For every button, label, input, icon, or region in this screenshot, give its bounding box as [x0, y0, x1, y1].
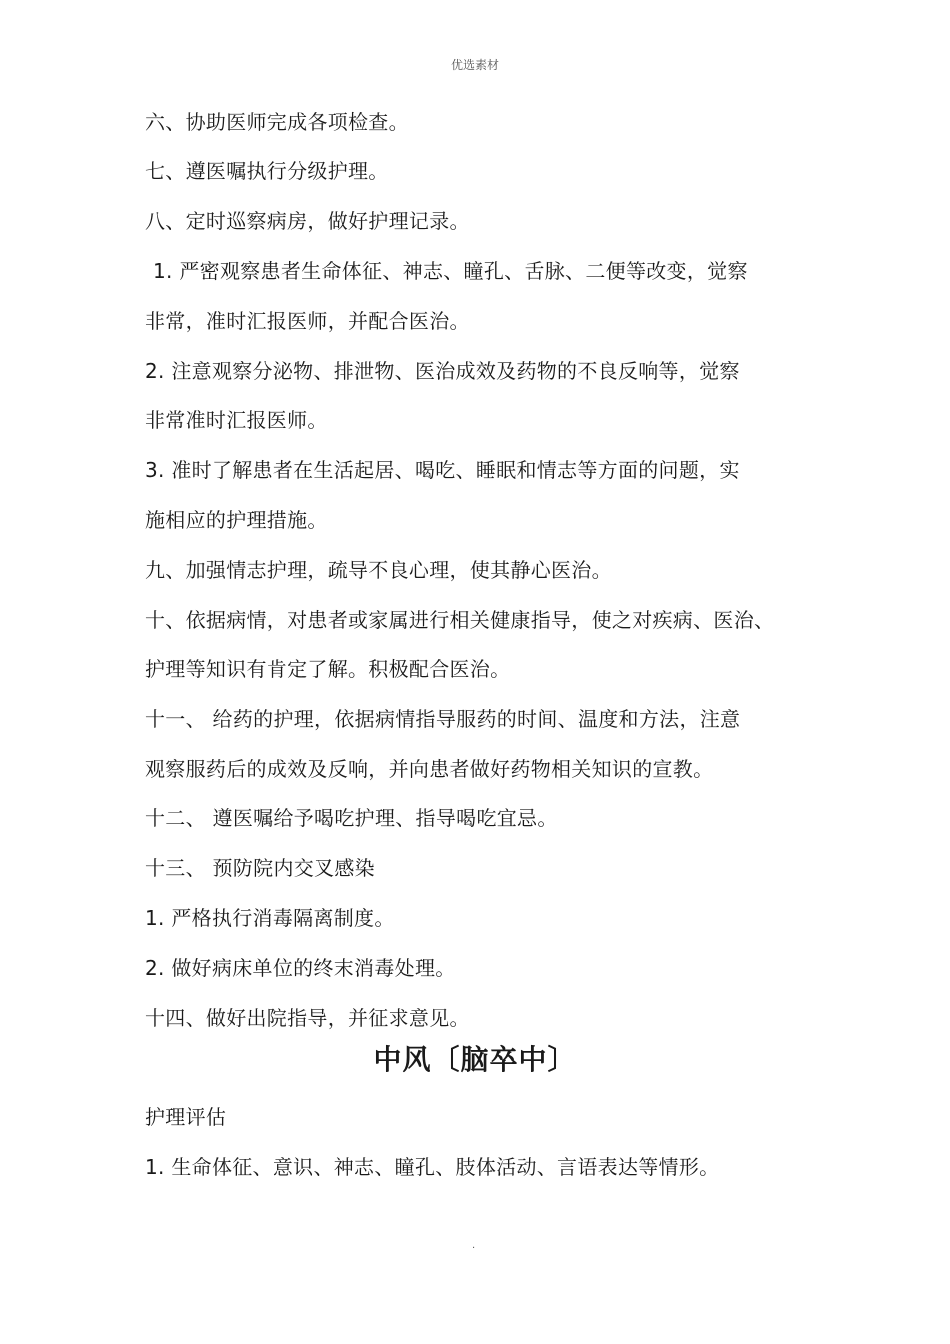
page-header: 优选素材 [450, 58, 499, 72]
section-title: 中风〔脑卒中〕 [373, 1043, 577, 1076]
text-line: 非常，准时汇报医师，并配合医治。 [145, 309, 470, 333]
text-line: 1. 生命体征、意识、神志、瞳孔、肢体活动、言语表达等情形。 [145, 1155, 720, 1179]
text-line: 观察服药后的成效及反响，并向患者做好药物相关知识的宣教。 [145, 757, 714, 781]
text-line: 2. 注意观察分泌物、排泄物、医治成效及药物的不良反响等，觉察 [145, 359, 740, 383]
text-line: 护理等知识有肯定了解。积极配合医治。 [145, 657, 511, 681]
text-line: 非常准时汇报医师。 [145, 408, 328, 432]
section-subtitle: 护理评估 [145, 1105, 227, 1129]
text-line: 十四、做好出院指导，并征求意见。 [145, 1006, 470, 1030]
text-line: 十一、 给药的护理，依据病情指导服药的时间、温度和方法，注意 [145, 707, 741, 731]
text-line: 1. 严密观察患者生命体征、神志、瞳孔、舌脉、二便等改变，觉察 [153, 259, 748, 283]
text-line: 十、依据病情，对患者或家属进行相关健康指导，使之对疾病、医治、 [145, 608, 775, 632]
text-line: 十二、 遵医嘱给予喝吃护理、指导喝吃宜忌。 [145, 806, 558, 830]
text-line: 九、加强情志护理，疏导不良心理，使其静心医治。 [145, 558, 612, 582]
text-line: 六、协助医师完成各项检查。 [145, 110, 409, 134]
footer-mark: . [472, 1240, 476, 1251]
text-line: 八、定时巡察病房，做好护理记录。 [145, 209, 470, 233]
text-line: 十三、 预防院内交叉感染 [145, 856, 375, 880]
text-line: 3. 准时了解患者在生活起居、喝吃、睡眠和情志等方面的问题，实 [145, 458, 740, 482]
text-line: 施相应的护理措施。 [145, 508, 328, 532]
text-line: 1. 严格执行消毒隔离制度。 [145, 906, 395, 930]
text-line: 七、遵医嘱执行分级护理。 [145, 159, 389, 183]
text-line: 2. 做好病床单位的终末消毒处理。 [145, 956, 456, 980]
